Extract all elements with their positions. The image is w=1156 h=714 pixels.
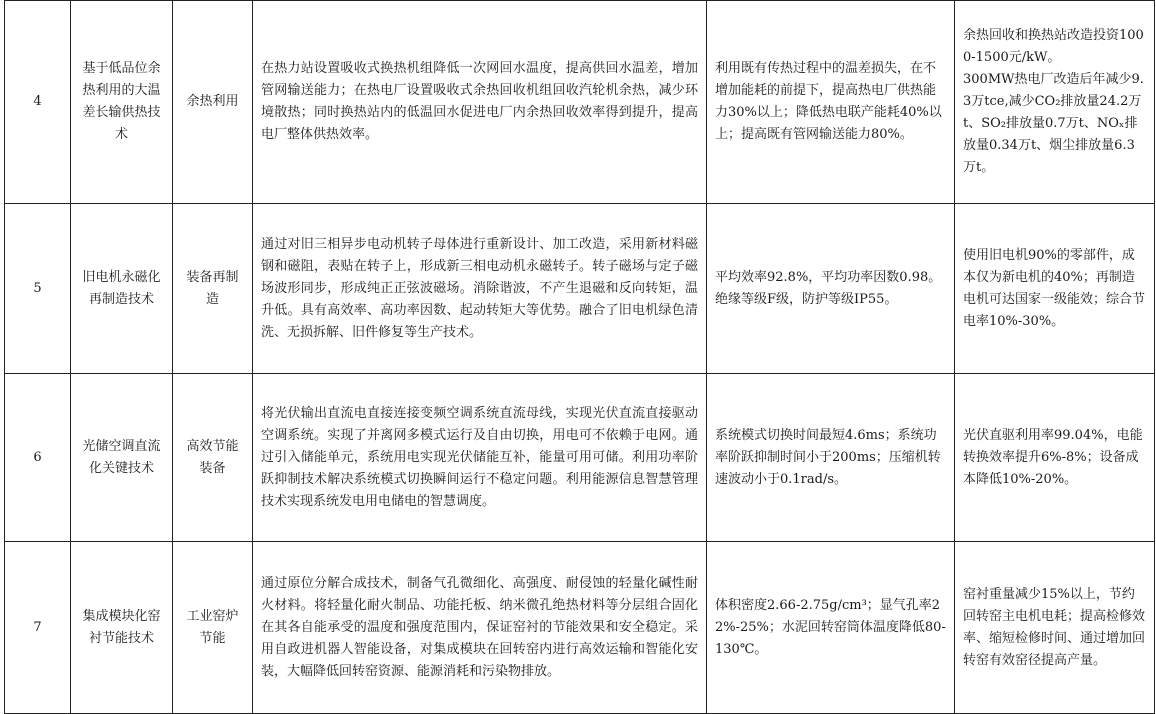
application-effect: 光伏直驱利用率99.04%，电能转换效率提升6%-8%；设备成本降低10%-20%。	[955, 374, 1155, 542]
technology-category: 工业窑炉节能	[173, 542, 253, 714]
table-row	[5, 374, 1155, 542]
table-row	[5, 542, 1155, 714]
application-effect: 使用旧电机90%的零部件，成本仅为新电机的40%；再制造电机可达国家一级能效；综合节电率10%-30%。	[955, 204, 1155, 374]
key-indicators: 系统模式切换时间最短4.6ms；系统功率阶跃抑制时间小于200ms；压缩机转速波动小于0.1rad/s。	[707, 374, 955, 542]
application-effect: 余热回收和换热站改造投资1000-1500元/kW。 300MW热电厂改造后年减少9.3万tce,减少CO₂排放量24.2万t、SO₂排放量0.7万t、NOₓ排放量0.34万t、烟尘排放量6.3万t。	[955, 1, 1155, 204]
technology-table	[4, 0, 1155, 714]
technology-category: 高效节能装备	[173, 374, 253, 542]
technology-description: 在热力站设置吸收式换热机组降低一次网回水温度，提高供回水温差，增加管网输送能力；在热电厂设置吸收式余热回收机组回收汽轮机余热，减少环境散热；同时换热站内的低温回水促进电厂内余热回收效率得到提升，提高电厂整体供热效率。	[253, 1, 707, 204]
technology-description: 将光伏输出直流电直接连接变频空调系统直流母线，实现光伏直流直接驱动空调系统。实现了并离网多模式运行及自由切换，用电可不依赖于电网。通过引入储能单元，系统用电实现光伏储能互补，能量可用可储。利用功率阶跃抑制技术解决系统模式切换瞬间运行不稳定问题。利用能源信息智慧管理技术实现系统发电用电储电的智慧调度。	[253, 374, 707, 542]
technology-category: 余热利用	[173, 1, 253, 204]
key-indicators: 平均效率92.8%，平均功率因数0.98。绝缘等级F级，防护等级IP55。	[707, 204, 955, 374]
key-indicators: 体积密度2.66-2.75g/cm³；显气孔率22%-25%；水泥回转窑筒体温度降低80-130℃。	[707, 542, 955, 714]
technology-name: 基于低品位余热利用的大温差长输供热技术	[71, 1, 173, 204]
row-number: 5	[5, 204, 71, 374]
table-row	[5, 204, 1155, 374]
technology-description: 通过原位分解合成技术，制备气孔微细化、高强度、耐侵蚀的轻量化碱性耐火材料。将轻量化耐火制品、功能托板、纳米微孔绝热材料等分层组合固化在其各自能承受的温度和强度范围内，保证窑衬的节能效果和安全稳定。采用自政进机器人智能设备，对集成模块在回转窑内进行高效运输和智能化安装，大幅降低回转窑资源、能源消耗和污染物排放。	[253, 542, 707, 714]
technology-name: 集成模块化窑衬节能技术	[71, 542, 173, 714]
technology-category: 装备再制造	[173, 204, 253, 374]
application-effect: 窑衬重量减少15%以上，节约回转窑主电机电耗；提高检修效率、缩短检修时间、通过增加回转窑有效窑径提高产量。	[955, 542, 1155, 714]
technology-description: 通过对旧三相异步电动机转子母体进行重新设计、加工改造，采用新材料磁钢和磁阻，表贴在转子上，形成新三相电动机永磁转子。转子磁场与定子磁场波形同步，形成纯正正弦波磁场。消除谐波，不产生退磁和反向转矩，温升低。具有高效率、高功率因数、起动转矩大等优势。融合了旧电机绿色清洗、无损拆解、旧件修复等生产技术。	[253, 204, 707, 374]
table-body	[5, 1, 1155, 714]
row-number: 7	[5, 542, 71, 714]
key-indicators: 利用既有传热过程中的温差损失，在不增加能耗的前提下，提高热电厂供热能力30%以上；降低热电联产能耗40%以上；提高既有管网输送能力80%。	[707, 1, 955, 204]
row-number: 4	[5, 1, 71, 204]
table-row	[5, 1, 1155, 204]
technology-name: 旧电机永磁化再制造技术	[71, 204, 173, 374]
row-number: 6	[5, 374, 71, 542]
technology-name: 光储空调直流化关键技术	[71, 374, 173, 542]
